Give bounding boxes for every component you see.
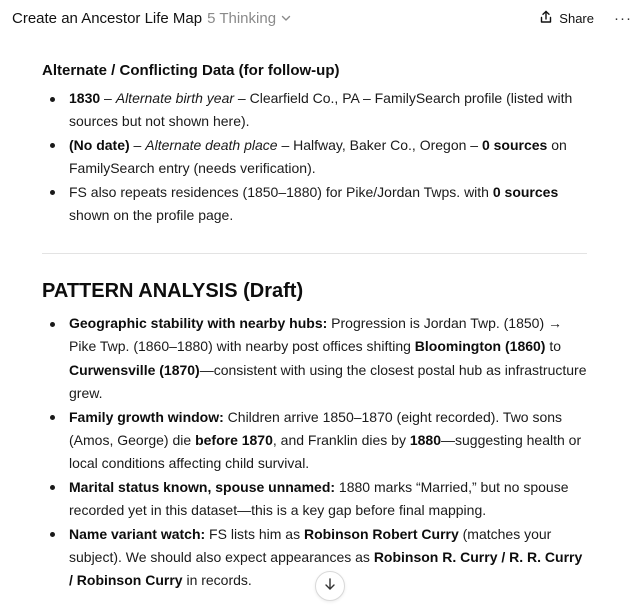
- list-item: [42, 476, 587, 523]
- item-text: —suggesting health or local conditions affecting child survival.: [69, 432, 582, 472]
- item-emphasis: 0 sources: [481, 136, 548, 153]
- item-emphasis: Robinson Robert Curry: [303, 525, 459, 542]
- pattern-analysis-list: [42, 312, 587, 593]
- item-title: Marital status known, spouse unnamed:: [69, 478, 336, 495]
- item-text: – Clearfield Co., PA – FamilySearch profile (listed with sources but not shown here).: [69, 90, 573, 130]
- item-year: 1830: [69, 90, 101, 106]
- item-emphasis: 0 sources: [492, 183, 559, 200]
- scroll-to-bottom-button[interactable]: [315, 571, 345, 601]
- share-button[interactable]: [531, 6, 602, 31]
- item-text: –: [129, 136, 146, 153]
- item-text: FS also repeats residences (1850–1880) for Pike/Jordan Twps. with: [69, 183, 493, 200]
- more-options-button[interactable]: ···: [614, 9, 632, 27]
- alternate-data-section: [42, 60, 587, 227]
- item-text: —consistent with using the closest postal hub as infrastructure grew.: [69, 361, 587, 402]
- message-content: [42, 60, 587, 589]
- item-text: to: [545, 338, 562, 355]
- section-heading: Alternate / Conflicting Data (for follow-up): [42, 62, 340, 79]
- arrow-down-icon: [323, 577, 337, 596]
- chevron-down-icon[interactable]: [280, 12, 292, 24]
- conversation-title: Create an Ancestor Life Map: [12, 9, 203, 27]
- item-text: , and Franklin dies by: [272, 432, 410, 449]
- item-label: Alternate death place: [145, 136, 278, 153]
- item-text: in records.: [182, 572, 252, 589]
- item-emphasis: Curwensville (1870): [69, 361, 200, 378]
- item-year: (No date): [69, 136, 130, 153]
- section-heading: PATTERN ANALYSIS (Draft): [42, 280, 304, 302]
- alternate-data-list: [42, 87, 587, 227]
- item-text: – Halfway, Baker Co., Oregon –: [277, 136, 482, 153]
- pattern-analysis-section: [42, 312, 587, 593]
- item-text: (matches your subject). We should also expect appearances as: [69, 525, 552, 566]
- item-text: –: [100, 90, 116, 106]
- item-text: 1880 marks “Married,” but no spouse recorded yet in this dataset—this is a key gap before final mapping.: [69, 478, 569, 519]
- list-item: [42, 134, 587, 181]
- top-bar: [0, 0, 642, 36]
- share-icon: [539, 10, 553, 27]
- list-item: [42, 312, 587, 406]
- item-emphasis: Robinson R. Curry / R. R. Curry / Robinson Curry: [69, 549, 583, 589]
- list-item: [42, 181, 587, 228]
- item-emphasis: before 1870: [195, 432, 273, 449]
- section-divider: [42, 253, 587, 254]
- item-label: Alternate birth year: [115, 90, 235, 106]
- item-text: FS lists him as: [205, 525, 304, 542]
- item-title: Name variant watch:: [69, 525, 206, 542]
- item-text: Progression is Jordan Twp. (1850) → Pike Twp. (1860–1880) with nearby post offices shifting: [69, 315, 563, 355]
- item-text: on FamilySearch entry (needs verification).: [69, 136, 567, 177]
- item-title: Geographic stability with nearby hubs:: [69, 315, 328, 331]
- share-label: Share: [559, 10, 594, 26]
- list-item: [42, 406, 587, 476]
- item-text: Children arrive 1850–1870 (eight recorded). Two sons (Amos, George) die: [69, 408, 563, 449]
- item-title: Family growth window:: [69, 408, 224, 425]
- item-emphasis: Bloomington (1860): [414, 338, 546, 355]
- list-item: [42, 87, 587, 134]
- model-selector[interactable]: 5 Thinking: [207, 9, 277, 27]
- item-emphasis: 1880: [409, 432, 442, 449]
- item-text: shown on the profile page.: [69, 207, 234, 224]
- conversation-title-menu[interactable]: [12, 10, 292, 27]
